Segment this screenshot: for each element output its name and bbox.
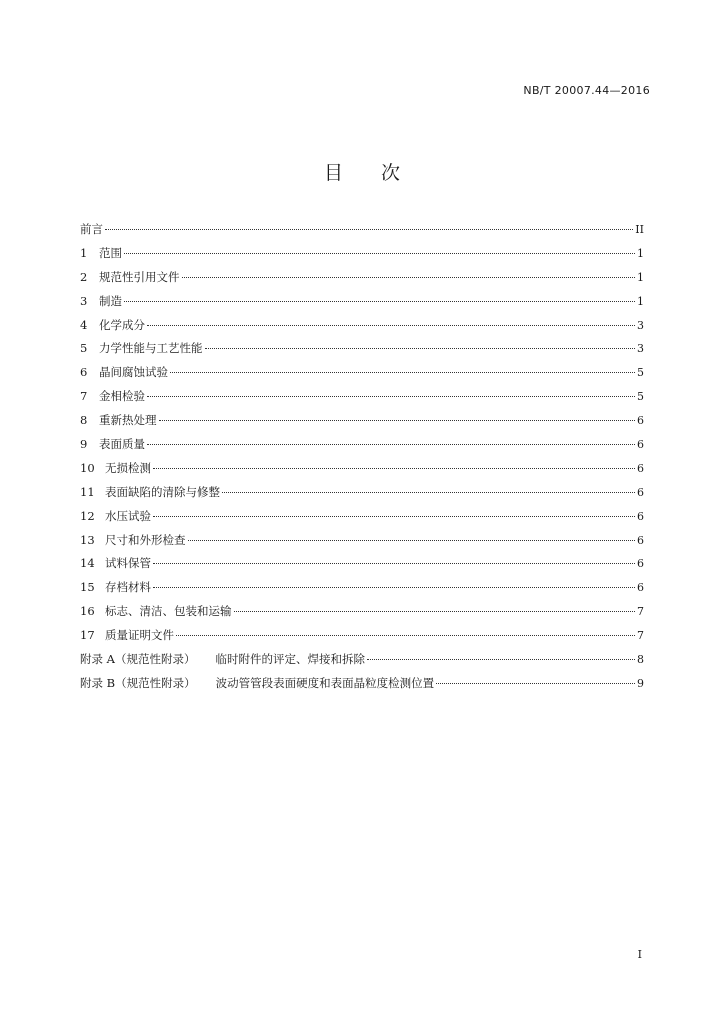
table-of-contents bbox=[80, 218, 644, 696]
toc-entry-label: 水压试验 bbox=[105, 508, 151, 523]
toc-entry-page: 6 bbox=[637, 581, 644, 595]
toc-entry-17[interactable] bbox=[80, 624, 644, 648]
toc-entry-page: 7 bbox=[637, 605, 644, 619]
toc-entry-label: 试料保管 bbox=[105, 556, 151, 571]
toc-entry-label: 力学性能与工艺性能 bbox=[99, 341, 203, 356]
toc-entry-number: 12 bbox=[80, 508, 95, 523]
toc-entry-page: 8 bbox=[637, 653, 644, 667]
toc-entry-page: 1 bbox=[637, 270, 644, 284]
toc-entry-6[interactable] bbox=[80, 361, 644, 385]
toc-entry-page: 6 bbox=[637, 485, 644, 499]
toc-appendix-prefix: 附录 B（规范性附录） bbox=[80, 675, 196, 690]
toc-entry-page: 6 bbox=[637, 557, 644, 571]
toc-entry-10[interactable] bbox=[80, 457, 644, 481]
standard-number: NB/T 20007.44—2016 bbox=[523, 84, 650, 97]
toc-entry-15[interactable] bbox=[80, 576, 644, 600]
toc-entry-2[interactable] bbox=[80, 266, 644, 290]
toc-entry-page: 1 bbox=[637, 294, 644, 308]
toc-appendix-prefix: 附录 A（规范性附录） bbox=[80, 652, 196, 667]
toc-entry-label: 表面质量 bbox=[99, 437, 145, 452]
toc-entry-label: 制造 bbox=[99, 293, 122, 308]
toc-entry-label: 存档材料 bbox=[105, 580, 151, 595]
toc-entry-page: II bbox=[635, 223, 644, 236]
dot-leader bbox=[153, 468, 635, 469]
toc-entry-page: 6 bbox=[637, 533, 644, 547]
toc-entry-number: 5 bbox=[80, 341, 88, 356]
dot-leader bbox=[182, 277, 636, 278]
toc-entry-page: 6 bbox=[637, 509, 644, 523]
toc-entry-page: 5 bbox=[637, 366, 644, 380]
dot-leader bbox=[234, 611, 636, 612]
toc-entry-page: 3 bbox=[637, 318, 644, 332]
toc-entry-label: 化学成分 bbox=[99, 317, 145, 332]
toc-entry-number: 6 bbox=[80, 365, 88, 380]
page-title: 目次 bbox=[323, 162, 438, 184]
toc-entry-label: 波动管管段表面硬度和表面晶粒度检测位置 bbox=[215, 675, 435, 690]
dot-leader bbox=[205, 348, 636, 349]
toc-entry-12[interactable] bbox=[80, 505, 644, 529]
toc-entry-1[interactable] bbox=[80, 242, 644, 266]
dot-leader bbox=[105, 229, 633, 230]
toc-entry-page: 3 bbox=[637, 342, 644, 356]
dot-leader bbox=[124, 253, 635, 254]
toc-entry-foreword[interactable] bbox=[80, 218, 644, 242]
toc-entry-number: 17 bbox=[80, 628, 95, 643]
dot-leader bbox=[176, 635, 635, 636]
toc-entry-9[interactable] bbox=[80, 433, 644, 457]
toc-entry-13[interactable] bbox=[80, 529, 644, 553]
toc-entry-number: 13 bbox=[80, 532, 95, 547]
toc-entry-number: 15 bbox=[80, 580, 95, 595]
dot-leader bbox=[159, 420, 636, 421]
toc-entry-number: 11 bbox=[80, 484, 95, 499]
toc-entry-page: 1 bbox=[637, 246, 644, 260]
dot-leader bbox=[222, 492, 635, 493]
toc-entry-5[interactable] bbox=[80, 337, 644, 361]
toc-entry-16[interactable] bbox=[80, 600, 644, 624]
toc-entry-label: 尺寸和外形检查 bbox=[105, 532, 186, 547]
toc-entry-label: 临时附件的评定、焊接和拆除 bbox=[215, 652, 365, 667]
toc-entry-number: 9 bbox=[80, 437, 88, 452]
dot-leader bbox=[367, 659, 635, 660]
toc-entry-11[interactable] bbox=[80, 481, 644, 505]
toc-entry-label: 表面缺陷的清除与修整 bbox=[105, 484, 220, 499]
toc-entry-page: 7 bbox=[637, 629, 644, 643]
toc-entry-appendix-a[interactable] bbox=[80, 648, 644, 672]
toc-entry-label: 标志、清洁、包装和运输 bbox=[105, 604, 232, 619]
toc-entry-label: 规范性引用文件 bbox=[99, 269, 180, 284]
toc-entry-label: 金相检验 bbox=[99, 389, 145, 404]
dot-leader bbox=[147, 325, 635, 326]
toc-entry-14[interactable] bbox=[80, 552, 644, 576]
toc-entry-number: 16 bbox=[80, 604, 95, 619]
toc-entry-appendix-b[interactable] bbox=[80, 672, 644, 696]
toc-entry-page: 6 bbox=[637, 414, 644, 428]
toc-entry-page: 5 bbox=[637, 390, 644, 404]
dot-leader bbox=[147, 444, 635, 445]
dot-leader bbox=[147, 396, 635, 397]
toc-entry-number: 10 bbox=[80, 460, 95, 475]
toc-entry-label: 无损检测 bbox=[105, 460, 151, 475]
toc-entry-4[interactable] bbox=[80, 314, 644, 338]
toc-entry-number: 3 bbox=[80, 293, 88, 308]
dot-leader bbox=[170, 372, 635, 373]
toc-entry-label: 晶间腐蚀试验 bbox=[99, 365, 168, 380]
toc-entry-7[interactable] bbox=[80, 385, 644, 409]
toc-entry-number: 7 bbox=[80, 389, 88, 404]
toc-entry-number: 1 bbox=[80, 245, 88, 260]
toc-entry-3[interactable] bbox=[80, 290, 644, 314]
toc-entry-number: 2 bbox=[80, 269, 88, 284]
dot-leader bbox=[153, 587, 635, 588]
dot-leader bbox=[124, 301, 635, 302]
page-number: I bbox=[637, 948, 642, 961]
toc-entry-number: 4 bbox=[80, 317, 88, 332]
dot-leader bbox=[153, 563, 635, 564]
dot-leader bbox=[436, 683, 635, 684]
toc-entry-page: 9 bbox=[637, 676, 644, 690]
toc-entry-page: 6 bbox=[637, 438, 644, 452]
dot-leader bbox=[188, 540, 636, 541]
toc-entry-page: 6 bbox=[637, 461, 644, 475]
dot-leader bbox=[153, 516, 635, 517]
toc-entry-number: 8 bbox=[80, 413, 88, 428]
toc-entry-number: 14 bbox=[80, 556, 95, 571]
toc-entry-label: 范围 bbox=[99, 245, 122, 260]
toc-entry-8[interactable] bbox=[80, 409, 644, 433]
toc-entry-label: 质量证明文件 bbox=[105, 628, 174, 643]
toc-entry-label: 前言 bbox=[80, 222, 103, 236]
toc-entry-label: 重新热处理 bbox=[99, 413, 157, 428]
